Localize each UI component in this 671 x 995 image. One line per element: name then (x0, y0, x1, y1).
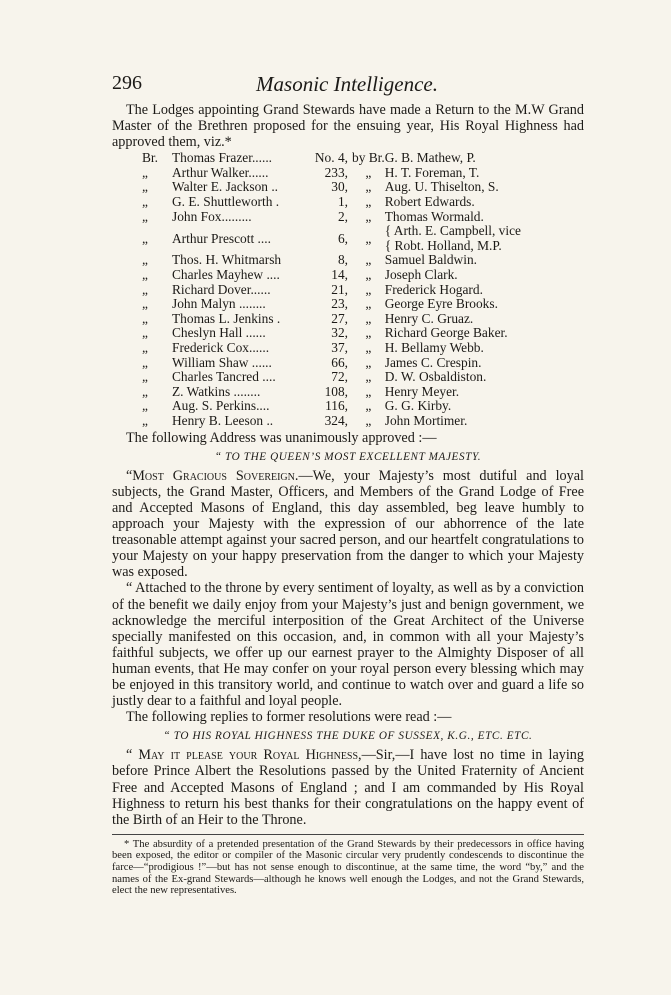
row-mark: „ (142, 296, 148, 312)
by-mark: „ (365, 354, 372, 370)
footnote-divider (112, 834, 584, 835)
by-mark: „ (365, 281, 372, 297)
lodge-number: 233, (324, 164, 348, 180)
intro-paragraph: The Lodges appointing Grand Stewards have made a Return to the M.W Grand Master of the Brethren proposed for the ensuing year, His Royal Highness had approved them, viz.* (112, 102, 584, 151)
by-mark: „ (365, 296, 372, 312)
table-row (142, 326, 521, 341)
proposer-name: Thomas Wormald. (384, 208, 484, 224)
by-mark: „ (365, 164, 372, 180)
row-mark: „ (142, 398, 148, 414)
row-mark: „ (142, 252, 148, 268)
proposer-name: George Eyre Brooks. (384, 296, 498, 312)
replies-paragraph-text: —Sir,—I have lost no time in laying before Prince Albert the Resolutions passed by the United Fraternity of Ancient Free and Accepted Masons of England ; and I am commanded by His Royal Highness to return his best thanks for their congratulations on the happy event of the Birth of an Heir to the Throne. (112, 747, 584, 828)
table-row (142, 341, 521, 356)
steward-name: Richard Dover...... (172, 281, 271, 297)
row-mark: „ (142, 164, 148, 180)
row-mark: Br. (142, 150, 158, 166)
lodge-number: 1, (337, 194, 348, 210)
lodge-number: 116, (325, 398, 348, 414)
steward-name: Charles Tancred .... (172, 369, 276, 385)
proposer-name: Robert Edwards. (384, 194, 475, 210)
steward-name: Frederick Cox...... (172, 340, 270, 355)
steward-name: Thomas L. Jenkins . (172, 310, 281, 326)
table-row (142, 399, 521, 414)
proposer-name: Joseph Clark. (384, 267, 458, 283)
steward-name: Arthur Walker...... (172, 164, 269, 180)
lodge-number: 37, (331, 340, 348, 355)
by-mark: by Br. (352, 150, 385, 166)
steward-name: Arthur Prescott .... (172, 230, 271, 246)
steward-name: Thomas Frazer...... (172, 150, 273, 166)
by-mark: „ (365, 310, 372, 326)
lodge-number: 2, (337, 208, 348, 224)
lodge-number: 8, (337, 252, 348, 268)
replies-heading: “ TO HIS ROYAL HIGHNESS THE DUKE OF SUSSEX, K.G., ETC. ETC. (163, 730, 533, 743)
address-intro: The following Address was unanimously approved :— (126, 429, 437, 446)
address-paragraph-two: “ Attached to the throne by every sentiment of loyalty, as well as by a conviction of the benefit we daily enjoy from your Majesty’s just and benign government, we acknowledge the merciful interposition of the Great Architect of the Universe specially manifested on this occasion, and, in common with all your Majesty’s faithful subjects, we offer up our earnest prayer to the Almighty Disposer of all human events, that He may confer on your royal person every blessing which may be enjoyed in this transitory world, and continue to watch over and guard a life so justly dear to a faithful and loyal people. (112, 580, 584, 710)
table-row (142, 253, 521, 268)
address-paragraph-one (112, 468, 584, 581)
row-mark: „ (142, 179, 148, 195)
steward-name: G. E. Shuttleworth . (172, 194, 280, 210)
row-mark: „ (142, 369, 148, 385)
proposer-name: Aug. U. Thiselton, S. (384, 179, 499, 195)
row-mark: „ (142, 208, 148, 224)
proposer-name: Henry Meyer. (384, 383, 460, 399)
row-mark: „ (142, 354, 148, 370)
lodge-number: 30, (331, 179, 348, 195)
steward-name: Charles Mayhew .... (172, 267, 280, 283)
proposer-name: Samuel Baldwin. (384, 252, 477, 268)
row-mark: „ (142, 412, 148, 428)
address-salutation: “Most Gracious Sovereign. (126, 467, 299, 484)
proposer-line-one: { Arth. E. Campbell, vice (384, 223, 521, 239)
proposer-name: G. B. Mathew, P. (384, 150, 476, 166)
proposer-name: Richard George Baker. (384, 325, 508, 341)
lodge-number: 14, (331, 267, 348, 283)
steward-name: John Malyn ........ (172, 296, 266, 312)
by-mark: „ (365, 412, 372, 428)
table-row (142, 224, 521, 253)
steward-name: Cheslyn Hall ...... (172, 325, 266, 341)
table-row (142, 166, 521, 181)
steward-name: Thos. H. Whitmarsh (172, 252, 282, 268)
by-mark: „ (365, 230, 372, 246)
steward-name: John Fox......... (172, 208, 252, 224)
steward-name: Z. Watkins ........ (172, 383, 261, 399)
table-row (142, 195, 521, 210)
lodge-number: 27, (331, 310, 348, 326)
table-row (142, 414, 521, 429)
row-mark: „ (142, 194, 148, 210)
address-heading: “ TO THE QUEEN’S MOST EXCELLENT MAJESTY. (214, 450, 482, 463)
table-row (142, 151, 521, 166)
by-mark: „ (365, 325, 372, 341)
page-number: 296 (112, 72, 142, 94)
proposer-name: D. W. Osbaldiston. (384, 369, 487, 385)
by-mark: „ (365, 340, 372, 355)
replies-intro: The following replies to former resolutions were read :— (126, 709, 452, 726)
proposer-name: Henry C. Gruaz. (384, 310, 474, 326)
lodge-number: 72, (331, 369, 348, 385)
proposer-name: H. Bellamy Webb. (384, 340, 484, 355)
proposer-name: Frederick Hogard. (384, 281, 483, 297)
running-title: Masonic Intelligence. (256, 72, 438, 96)
lodge-number: 66, (331, 354, 348, 370)
row-mark: „ (142, 230, 148, 246)
by-mark: „ (365, 383, 372, 399)
page-header (112, 72, 582, 98)
by-mark: „ (365, 267, 372, 283)
by-mark: „ (365, 179, 372, 195)
by-mark: „ (365, 252, 372, 268)
proposer-name-two-line (385, 224, 521, 253)
lodge-number: 32, (331, 325, 348, 341)
table-row (142, 180, 521, 195)
lodge-number: 6, (337, 230, 348, 246)
table-row (142, 312, 521, 327)
by-mark: „ (365, 369, 372, 385)
proposer-name: G. G. Kirby. (384, 398, 452, 414)
steward-name: William Shaw ...... (172, 354, 272, 370)
stewards-table (142, 151, 521, 428)
row-mark: „ (142, 325, 148, 341)
row-mark: „ (142, 340, 148, 355)
lodge-number: 21, (331, 281, 348, 297)
lodge-number: 324, (324, 412, 348, 428)
replies-salutation: “ May it please your Royal Highness, (126, 747, 362, 764)
proposer-name: H. T. Foreman, T. (384, 164, 480, 180)
page-body (112, 102, 584, 897)
table-row (142, 268, 521, 283)
steward-name: Aug. S. Perkins.... (172, 398, 270, 414)
row-mark: „ (142, 383, 148, 399)
table-row (142, 297, 521, 312)
steward-name: Henry B. Leeson .. (172, 412, 274, 428)
proposer-line-two: { Robt. Holland, M.P. (384, 237, 502, 253)
footnote: * The absurdity of a pretended presentation of the Grand Stewards by their predecessors in office having been exposed, the editor or compiler of the Masonic circular very prudently condescends to discontinue the farce—“prodigious !”—but has not sense enough to discontinue, at the same time, the word “by,” and the names of the Ex-grand Stewards—although he knows well enough the Lodges, and not the Grand Stewards, elect the new representatives. (112, 838, 584, 897)
row-mark: „ (142, 267, 148, 283)
lodge-number: 23, (331, 296, 348, 312)
replies-paragraph (112, 747, 584, 827)
steward-name: Walter E. Jackson .. (172, 179, 279, 195)
row-mark: „ (142, 281, 148, 297)
address-paragraph-one-text: —We, your Majesty’s most dutiful and loyal subjects, the Grand Master, Officers, and Members of the Grand Lodge of Free and Accepted Masons of England, this day assembled, beg leave humbly to approach your Majesty with the expression of our abhorrence of the late treasonable attempt against your sacred person, and our heartfelt congratulations to your Majesty on your happy preservation from the danger to which your Majesty was exposed. (112, 467, 584, 581)
proposer-name: James C. Crespin. (384, 354, 482, 370)
by-mark: „ (365, 208, 372, 224)
lodge-number: No. 4, (314, 150, 348, 166)
lodge-number: 108, (324, 383, 348, 399)
table-row (142, 370, 521, 385)
by-mark: „ (365, 398, 372, 414)
table-row (142, 283, 521, 298)
table-row (142, 210, 521, 225)
row-mark: „ (142, 310, 148, 326)
table-row (142, 385, 521, 400)
proposer-name: John Mortimer. (384, 412, 468, 428)
table-row (142, 356, 521, 371)
by-mark: „ (365, 194, 372, 210)
